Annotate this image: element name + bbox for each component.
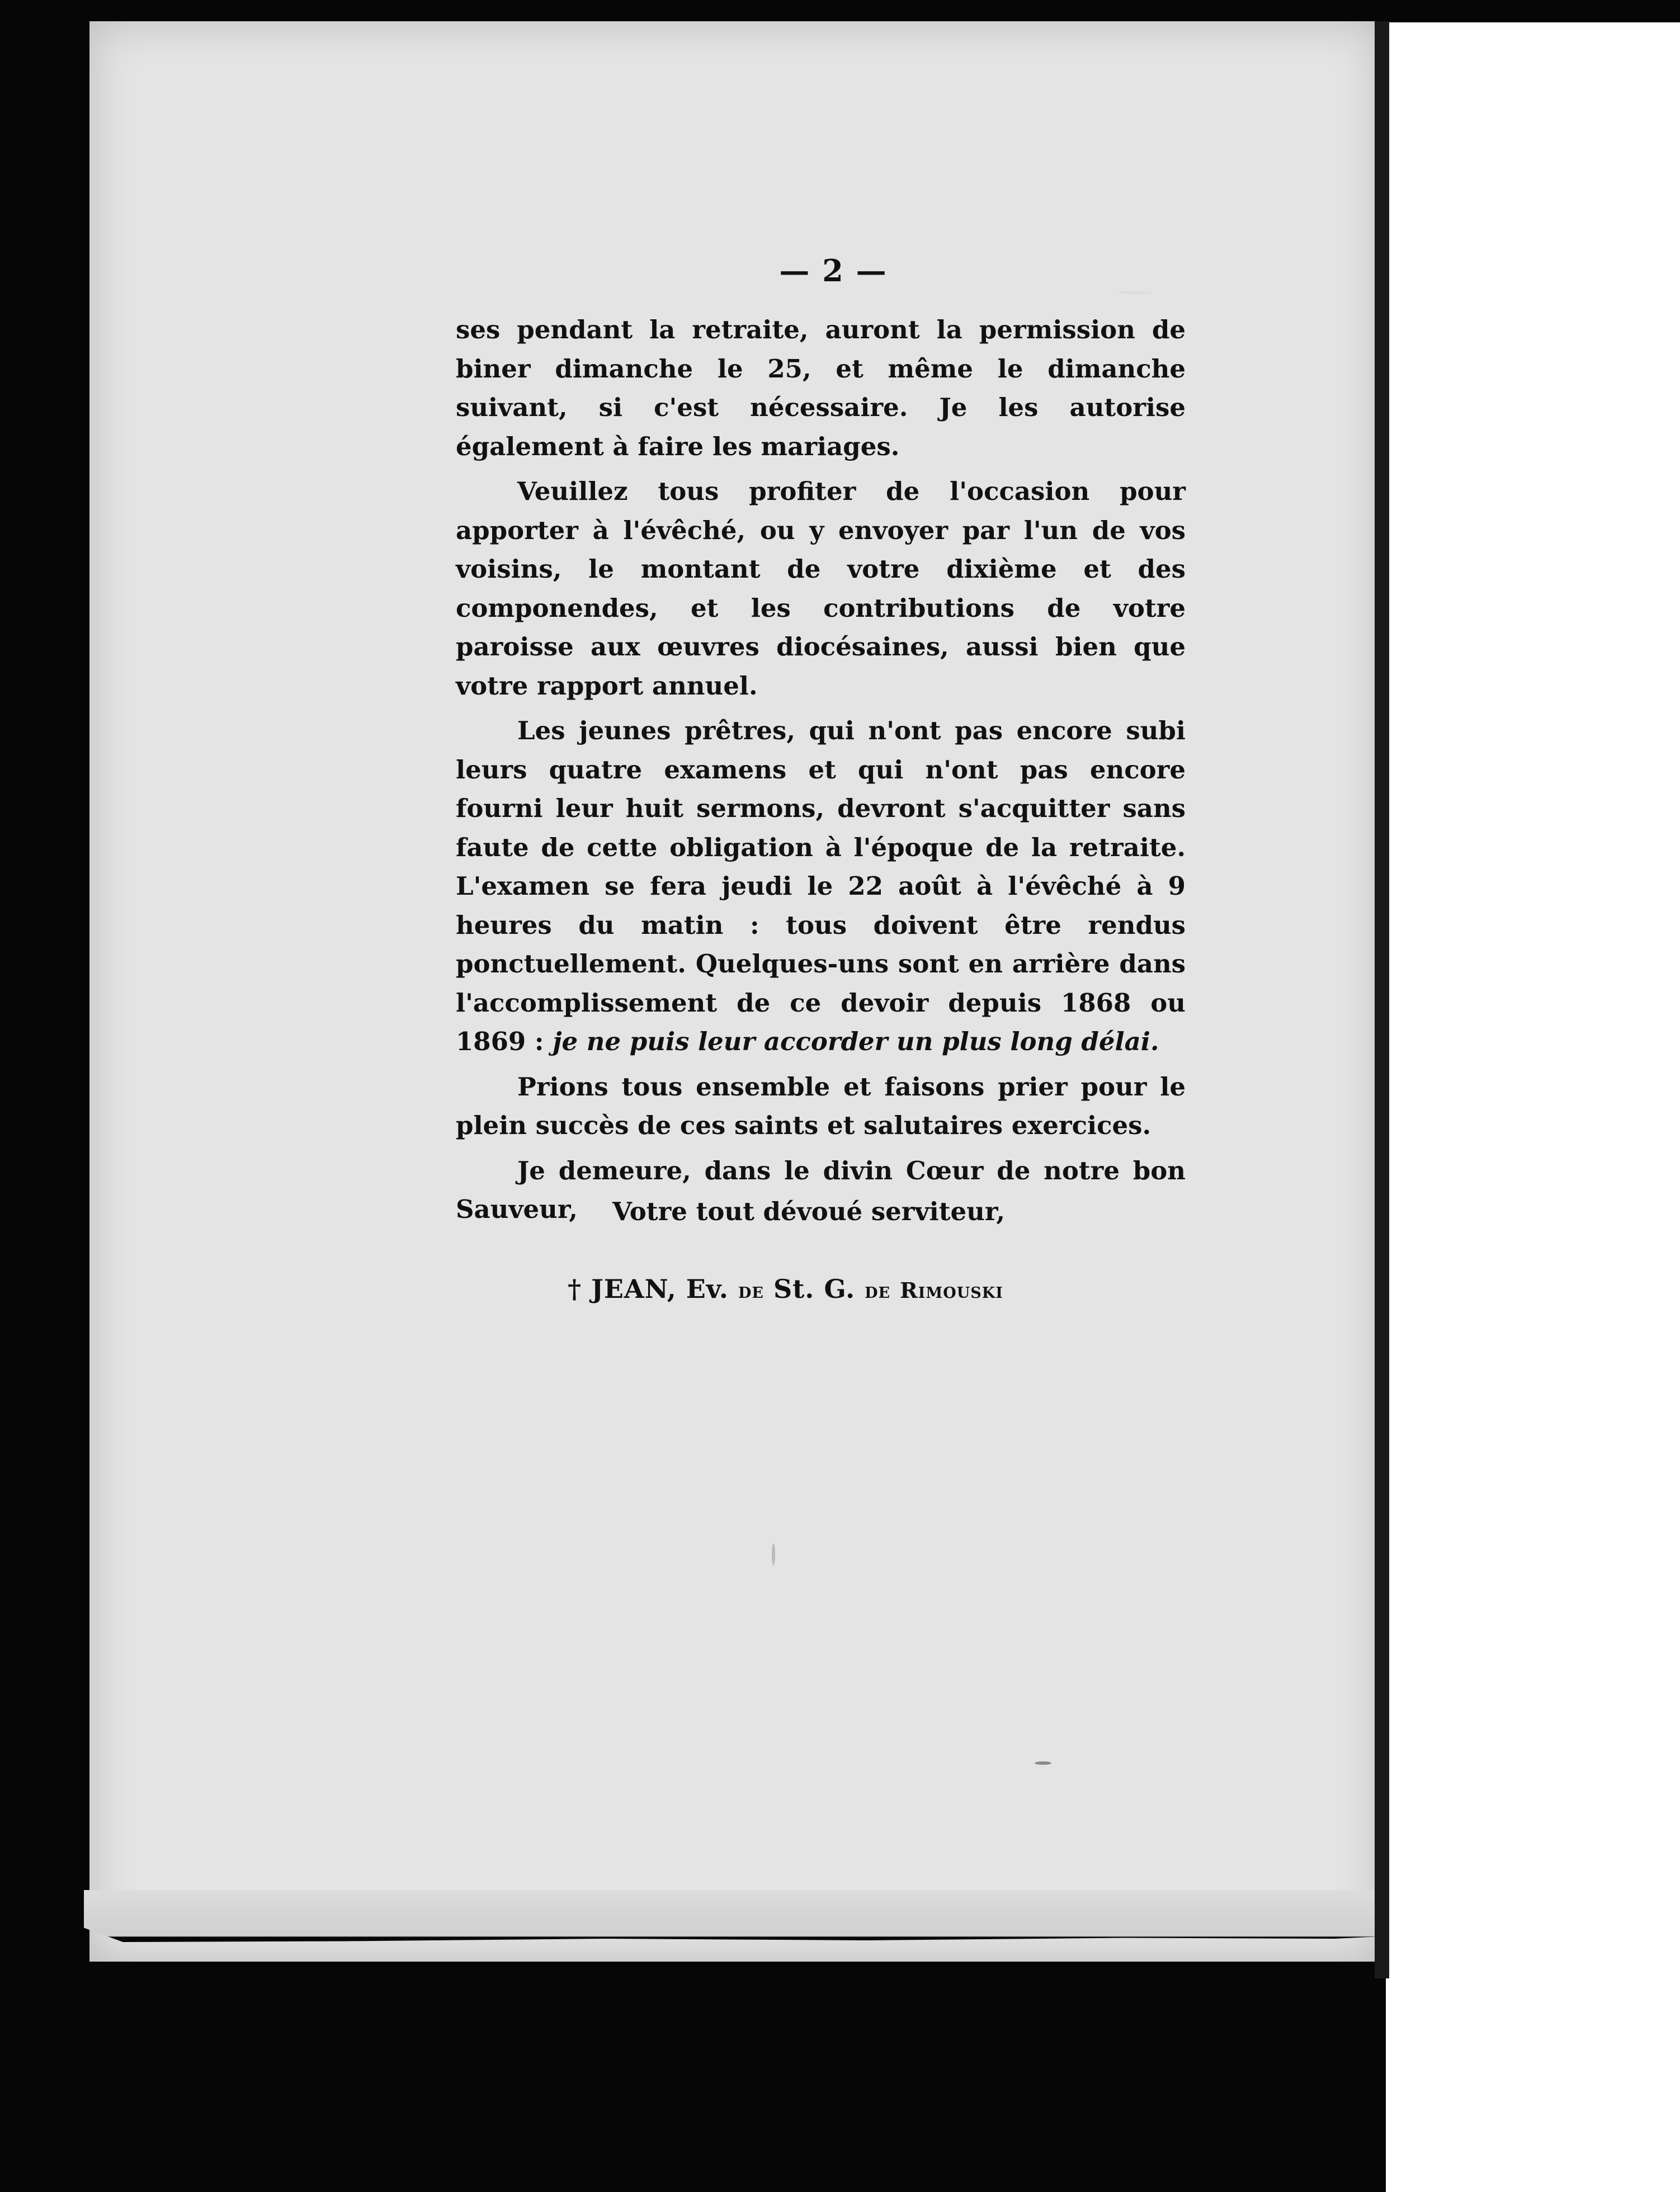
letter-body (456, 310, 1186, 1235)
right-margin (1386, 22, 1680, 2192)
signature-title: Ev. (686, 1274, 729, 1304)
page-number: — 2 — (779, 253, 888, 289)
paragraph-prions: Prions tous ensemble et faisons prier pour le plein succès de ces saints et salutaires exercices. (456, 1071, 1186, 1140)
page-right-edge (1375, 21, 1389, 1978)
paragraph-demeure: Je demeure, dans le divin Cœur de notre bon Sauveur, (456, 1155, 1186, 1224)
paragraph-examens-text: Les jeunes prêtres, qui n'ont pas encore subi leurs quatre examens et qui n'ont pas encore fourni leur huit sermons, devront s'acquitter sans faute de cette obligation à l'époque de la retraite. L'examen se fera jeudi le 22 août à l'évêché à 9 heures du matin : tous doivent être rendus ponctuellement. Quelques-uns sont en arrière dans l'accomplissement de ce devoir depuis 1868 ou 1869 : (456, 716, 1186, 1056)
paragraph-eveche: Veuillez tous profiter de l'occasion pour apporter à l'évêché, ou y envoyer par l'un de vos voisins, le montant de votre dixième et des componendes, et les contributions de votre paroisse aux œuvres diocésaines, aussi bien que votre rapport annuel. (456, 476, 1186, 701)
paragraph-examens-italic: je ne puis leur accorder un plus long délai. (553, 1027, 1159, 1056)
paragraph-examens (456, 711, 1186, 1061)
signature (568, 1274, 1003, 1304)
signature-de: de (865, 1278, 891, 1303)
signature-de: de (738, 1278, 764, 1303)
closing-salutation: Votre tout dévoué serviteur, (612, 1197, 1005, 1226)
signature-place: Rimouski (900, 1278, 1003, 1303)
paragraph-biner: ses pendant la retraite, auront la permission de biner dimanche le 25, et même le dimanche suivant, si c'est nécessaire. Je les autorise également à faire les mariages. (456, 315, 1186, 461)
scan-speck (1035, 1761, 1051, 1765)
signature-see: St. G. (773, 1274, 856, 1304)
signature-name: † JEAN, (568, 1274, 677, 1304)
scan-speck (772, 1543, 775, 1566)
bleed-mark (1119, 291, 1152, 294)
